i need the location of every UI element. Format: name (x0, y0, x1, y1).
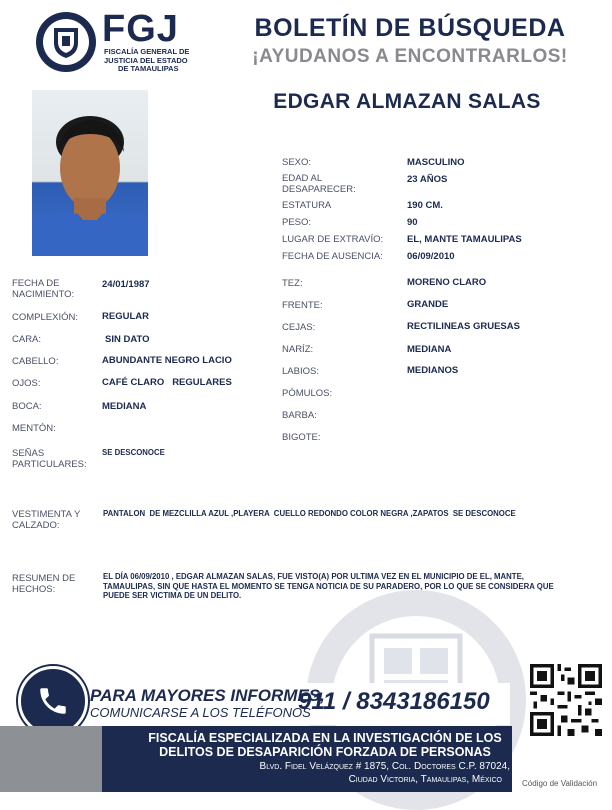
logo-text: FGJ (102, 8, 179, 50)
weight-label: PESO: (282, 217, 312, 228)
fgj-seal-icon (36, 12, 96, 72)
address-line-1: Blvd. Fidel Velázquez # 1875, Col. Doctores C.P. 87024, (259, 761, 510, 772)
agency-line-1: FISCALÍA ESPECIALIZADA EN LA INVESTIGACIÓN DE LOS (148, 731, 502, 745)
eyes-label: OJOS: (12, 378, 41, 389)
clothing-value: PANTALON DE MEZCLILLA AZUL ,PLAYERA CUELLO REDONDO COLOR NEGRA ,ZAPATOS SE DESCONOCE (103, 509, 516, 518)
height-label: ESTATURA (282, 200, 332, 211)
info-line-1: PARA MAYORES INFORMES, (90, 686, 325, 705)
face-value: SIN DATO (105, 334, 150, 345)
forehead-value: GRANDE (407, 299, 449, 310)
age-label: EDAD AL DESAPARECER: (282, 173, 356, 195)
qr-label: Código de Validación (522, 779, 598, 788)
face-label: CARA: (12, 334, 42, 345)
absence-date-label: FECHA DE AUSENCIA: (282, 251, 383, 262)
nose-label: NARÍZ: (282, 344, 314, 355)
eyes-value: CAFÉ CLARO REGULARES (102, 377, 232, 388)
nose-value: MEDIANA (407, 344, 452, 355)
logo-subtitle: FISCALÍA GENERAL DE JUSTICIA DEL ESTADO DE TAMAULIPAS (104, 47, 190, 73)
info-line-2: COMUNICARSE A LOS TELÉFONOS (90, 705, 311, 720)
beard-label: BARBA: (282, 410, 317, 421)
summary-label: RESUMEN DE HECHOS: (12, 573, 76, 595)
marks-label: SEÑAS PARTICULARES: (12, 448, 87, 470)
absence-date-value: 06/09/2010 (407, 251, 455, 262)
sex-label: SEXO: (282, 157, 312, 168)
qr-code-icon[interactable] (530, 664, 602, 736)
sex-value: MASCULINO (407, 157, 465, 168)
footer-gray-band (0, 726, 102, 792)
build-label: COMPLEXIÓN: (12, 312, 78, 323)
person-photo (32, 90, 148, 256)
chin-label: MENTÓN: (12, 423, 56, 434)
eyebrows-label: CEJAS: (282, 322, 316, 333)
place-value: EL, MANTE TAMAULIPAS (407, 234, 522, 245)
mouth-value: MEDIANA (102, 401, 147, 412)
mustache-label: BIGOTE: (282, 432, 321, 443)
summary-value: EL DÍA 06/09/2010 , EDGAR ALMAZAN SALAS, FUE VISTO(A) POR ULTIMA VEZ EN EL MUNICIPIO DE EL, MANTE, TAMAULIPAS, SIN QUE HASTA EL MOMENTO SE TENGA NOTICIA DE SU PARADERO, POR LO QUE SE CONSIDERA QUE PUEDE SER VICTIMA DE UN DELITO. (103, 572, 554, 600)
skin-label: TEZ: (282, 278, 303, 289)
hair-value: ABUNDANTE NEGRO LACIO (102, 355, 232, 366)
address-line-2: Ciudad Victoria, Tamaulipas, México (348, 774, 502, 785)
skin-value: MORENO CLARO (407, 277, 487, 288)
age-value: 23 AÑOS (407, 174, 448, 185)
place-label: LUGAR DE EXTRAVÍO: (282, 234, 384, 245)
phone-number[interactable]: 911 / 8343186150 (298, 688, 490, 715)
build-value: REGULAR (102, 311, 149, 322)
forehead-label: FRENTE: (282, 300, 323, 311)
lips-value: MEDIANOS (407, 365, 459, 376)
marks-value: SE DESCONOCE (102, 448, 165, 457)
agency-line-2: DELITOS DE DESAPARICIÓN FORZADA DE PERSONAS (159, 745, 491, 759)
lips-label: LABIOS: (282, 366, 319, 377)
eyebrows-value: RECTILINEAS GRUESAS (407, 321, 520, 332)
bulletin-title: BOLETÍN DE BÚSQUEDA (254, 14, 566, 42)
person-name: EDGAR ALMAZAN SALAS (273, 90, 541, 113)
clothing-label: VESTIMENTA Y CALZADO: (12, 509, 81, 531)
height-value: 190 CM. (407, 200, 443, 211)
cheekbones-label: PÓMULOS: (282, 388, 333, 399)
birthdate-value: 24/01/1987 (102, 279, 150, 290)
hair-label: CABELLO: (12, 356, 59, 367)
weight-value: 90 (407, 217, 418, 228)
bulletin-subtitle: ¡AYUDANOS A ENCONTRARLOS! (252, 46, 568, 67)
birthdate-label: FECHA DE NACIMIENTO: (12, 278, 75, 300)
mouth-label: BOCA: (12, 401, 42, 412)
